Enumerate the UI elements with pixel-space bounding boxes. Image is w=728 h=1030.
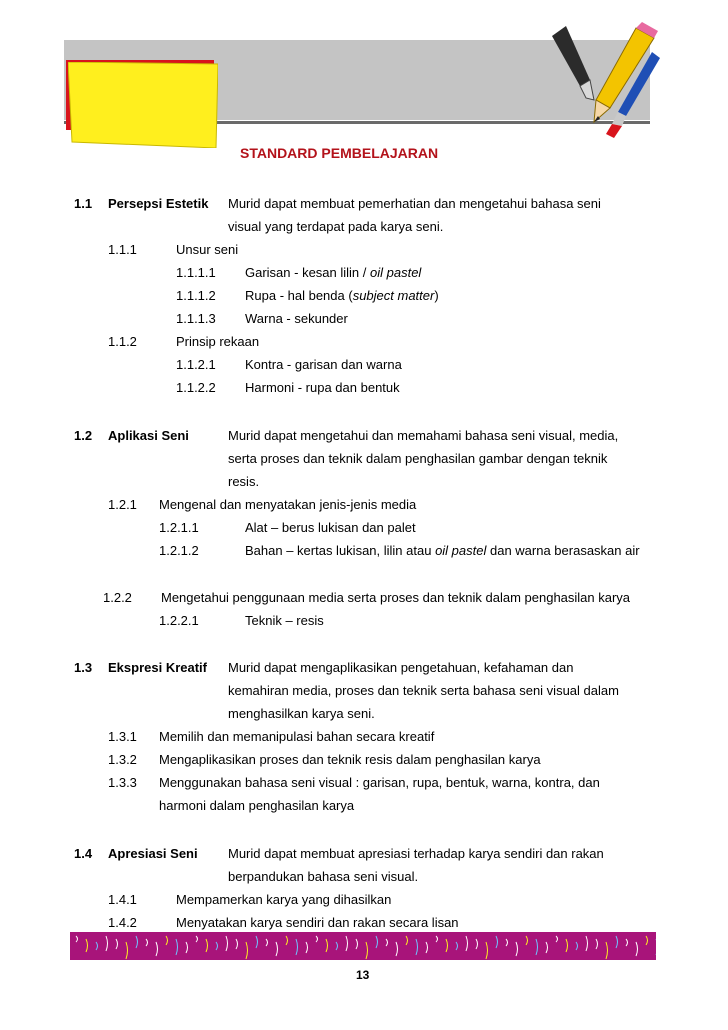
subsection-text: Mengetahui penggunaan media serta proses dan teknik dalam penghasilan karya <box>161 590 631 605</box>
item-number: 1.1.2.2 <box>176 380 216 395</box>
subsection-text: Mengaplikasikan proses dan teknik resis dalam penghasilan karya <box>159 752 541 767</box>
item-text: Warna - sekunder <box>245 311 348 326</box>
item-text: Bahan – kertas lukisan, lilin atau oil pastel dan warna berasaskan air <box>245 543 640 558</box>
section-heading: Apresiasi Seni <box>108 846 198 861</box>
section-description: Murid dapat mengetahui dan memahami bahasa seni visual, media, <box>228 428 619 443</box>
subsection-number: 1.1.1 <box>108 242 137 257</box>
section-description: resis. <box>228 474 260 489</box>
section-number: 1.2 <box>74 428 93 443</box>
subsection-number: 1.4.2 <box>108 915 137 930</box>
subsection-text: Memilih dan memanipulasi bahan secara kreatif <box>159 729 435 744</box>
item-text: Harmoni - rupa dan bentuk <box>245 380 400 395</box>
subsection-number: 1.4.1 <box>108 892 137 907</box>
subsection-text: Mengenal dan menyatakan jenis-jenis media <box>159 497 417 512</box>
section-number: 1.1 <box>74 196 93 211</box>
section-description: berpandukan bahasa seni visual. <box>228 869 419 884</box>
item-number: 1.1.1.1 <box>176 265 216 280</box>
section-description: Murid dapat membuat apresiasi terhadap karya sendiri dan rakan <box>228 846 604 861</box>
subsection-text: Unsur seni <box>176 242 239 257</box>
section-description: kemahiran media, proses dan teknik serta bahasa seni visual dalam <box>228 683 619 698</box>
art-tools-illustration <box>548 22 660 138</box>
item-text: Alat – berus lukisan dan palet <box>245 520 416 535</box>
item-number: 1.2.2.1 <box>159 613 199 628</box>
subsection-text: Prinsip rekaan <box>176 334 260 349</box>
subsection-number: 1.1.2 <box>108 334 137 349</box>
sticky-note-icon <box>68 62 218 148</box>
subsection-number: 1.3.3 <box>108 775 137 790</box>
item-number: 1.2.1.2 <box>159 543 199 558</box>
section-heading: Aplikasi Seni <box>108 428 189 443</box>
page-title: STANDARD PEMBELAJARAN <box>240 145 439 161</box>
subsection-number: 1.3.1 <box>108 729 137 744</box>
subsection-number: 1.2.2 <box>103 590 132 605</box>
item-text: Kontra - garisan dan warna <box>245 357 402 372</box>
section-number: 1.3 <box>74 660 93 675</box>
subsection-text: harmoni dalam penghasilan karya <box>159 798 355 813</box>
section-description: Murid dapat membuat pemerhatian dan mengetahui bahasa seni <box>228 196 601 211</box>
section-description: visual yang terdapat pada karya seni. <box>228 219 444 234</box>
section-description: menghasilkan karya seni. <box>228 706 375 721</box>
section-number: 1.4 <box>74 846 93 861</box>
item-number: 1.1.2.1 <box>176 357 216 372</box>
item-number: 1.1.1.2 <box>176 288 216 303</box>
section-heading: Persepsi Estetik <box>108 196 209 211</box>
item-text: Teknik – resis <box>245 613 324 628</box>
section-description: Murid dapat mengaplikasikan pengetahuan, kefahaman dan <box>228 660 574 675</box>
footer-decorative-band <box>70 932 656 960</box>
subsection-number: 1.3.2 <box>108 752 137 767</box>
page-number: 13 <box>356 968 370 982</box>
item-number: 1.1.1.3 <box>176 311 216 326</box>
section-heading: Ekspresi Kreatif <box>108 660 207 675</box>
fountain-pen-icon <box>552 26 594 100</box>
item-text: Garisan - kesan lilin / oil pastel <box>245 265 422 280</box>
section-description: serta proses dan teknik dalam penghasilan gambar dengan teknik <box>228 451 608 466</box>
subsection-text: Menggunakan bahasa seni visual : garisan, rupa, bentuk, warna, kontra, dan <box>159 775 600 790</box>
item-number: 1.2.1.1 <box>159 520 199 535</box>
subsection-text: Menyatakan karya sendiri dan rakan secara lisan <box>176 915 459 930</box>
subsection-number: 1.2.1 <box>108 497 137 512</box>
subsection-text: Mempamerkan karya yang dihasilkan <box>176 892 392 907</box>
item-text: Rupa - hal benda (subject matter) <box>245 288 439 303</box>
